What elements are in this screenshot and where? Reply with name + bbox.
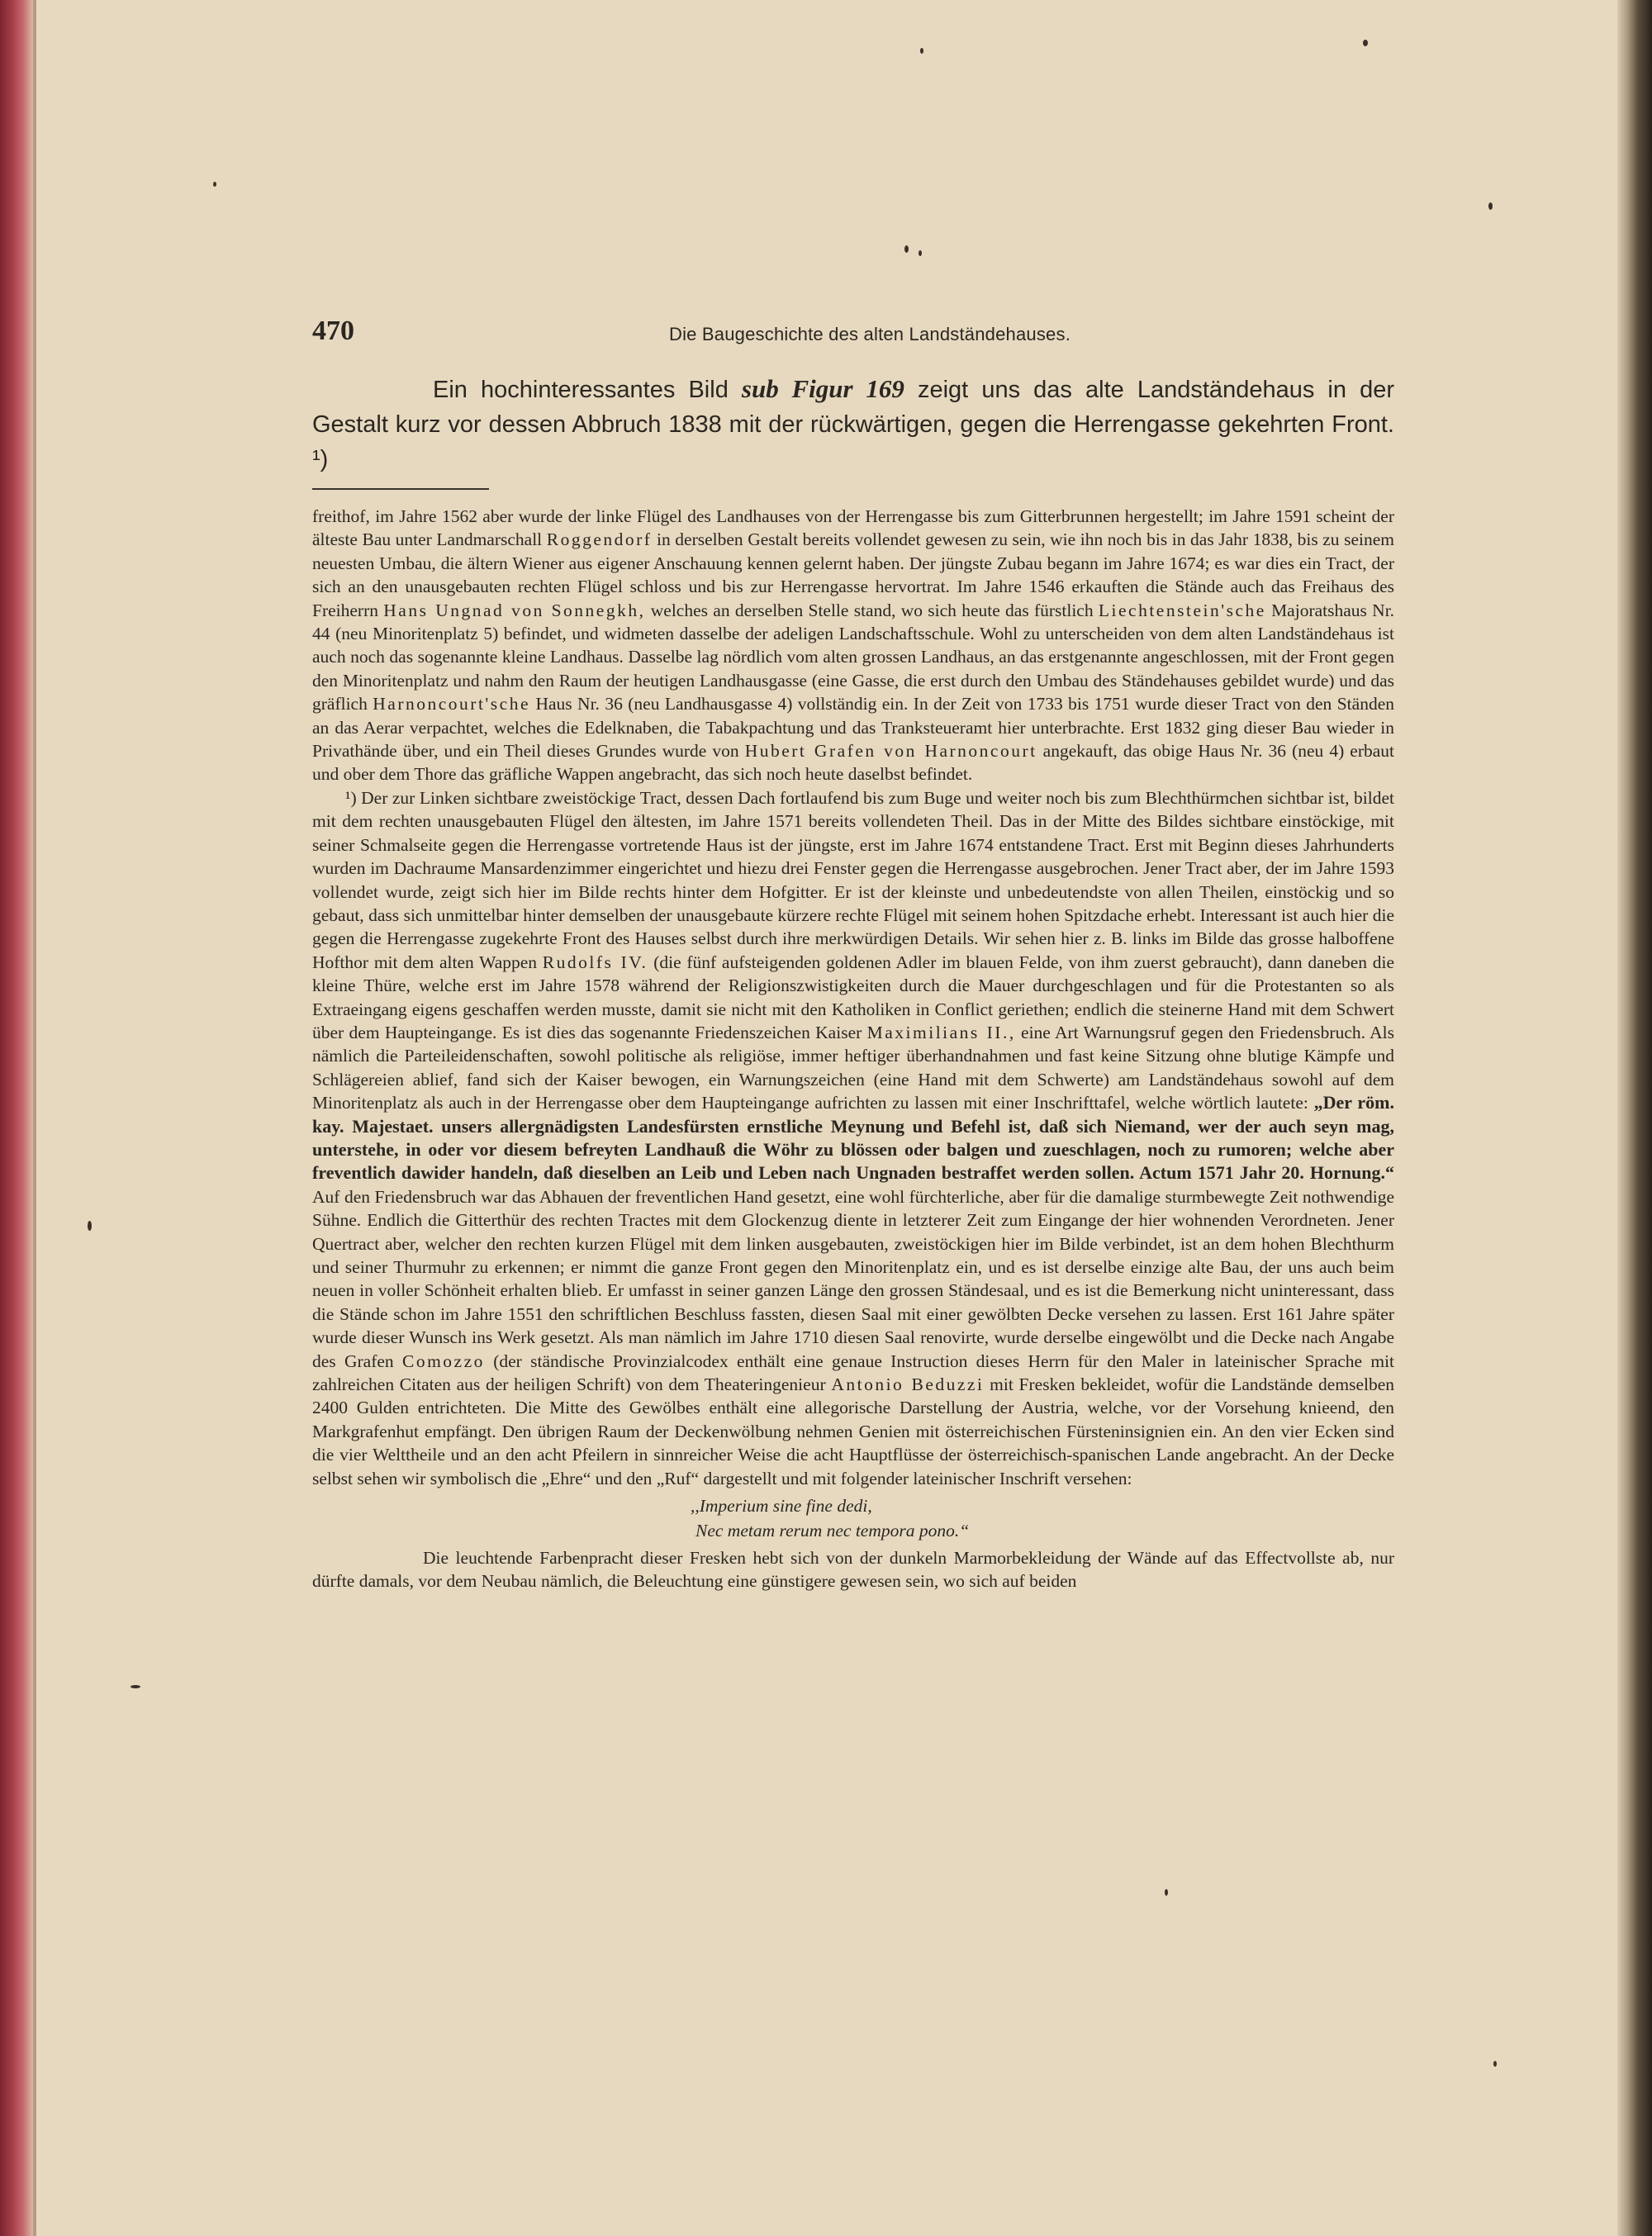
footnote-text: in derselben Gestalt bereits vollendet gewesen zu sein, wie ihn noch bis in das Jahr 1838, bis zu seinem neuesten Umbau, die ältern Wiener aus eigener Anschauung kennen gelernt haben. Der jüngste Zubau begann im Jahre 1674; es war dies ein Tract, der sich an den unausgebauten rechten Flügel schloss und bis zur Herrengasse hervortrat. Im Jahre 1546 erkauften die Stände auch das Freihaus des Freiherrn bbox=[312, 529, 1394, 620]
scan-speck bbox=[1488, 202, 1493, 210]
footnote-final-paragraph bbox=[312, 1546, 1394, 1593]
page-gutter-edge bbox=[33, 0, 36, 2236]
footnote-text: Die leuchtende Farbenpracht dieser Fresken hebt sich von der dunkeln Marmorbekleidung der Wände auf das Effectvollste ab, nur dürfte damals, vor dem Neubau nämlich, die Beleuchtung eine günstigere gewesen sein, wo sich auf beiden bbox=[312, 1548, 1394, 1592]
scan-speck bbox=[920, 48, 923, 54]
latin-inscription bbox=[312, 1493, 1394, 1543]
footnote-text: freithof, im Jahre 1562 aber wurde der linke Flügel des Landhauses von der Herrengasse bis zum Gitterbrunnen hergestellt; im Jahre 1591 scheint der älteste Bau unter Landmarschall bbox=[312, 506, 1394, 550]
page-content bbox=[312, 314, 1394, 1593]
page-number: 470 bbox=[312, 316, 354, 346]
page-right-edge-shadow bbox=[1617, 0, 1652, 2236]
page-header bbox=[312, 314, 1394, 355]
latin-verse-line: ,,Imperium sine fine dedi, bbox=[691, 1496, 872, 1517]
intro-text-before: Ein hochinteressantes Bild bbox=[433, 377, 729, 403]
person-name: Comozzo bbox=[401, 1351, 485, 1371]
intro-paragraph bbox=[312, 372, 1394, 477]
scan-speck bbox=[213, 182, 216, 187]
footnote-continued bbox=[312, 505, 1394, 786]
scan-speck bbox=[1363, 40, 1368, 46]
footnote-text: welches an derselben Stelle stand, wo sich heute das fürstlich bbox=[650, 600, 1094, 620]
person-name: Hans Ungnad von Sonnegkh, bbox=[383, 600, 646, 620]
intro-text-after: zeigt uns das alte Landständehaus in der Gestalt kurz vor dessen Abbruch 1838 mit der rückwärtigen, gegen die Herrengasse gekehrten Front. ¹) bbox=[312, 377, 1394, 472]
scan-speck bbox=[88, 1221, 92, 1231]
inscription-quote: „Der röm. kay. Majestaet. unsers allergnädigsten Landesfürsten ernstliche Meynung und Befehl ist, daß sich Niemand, wer der auch seyn mag, unterstehe, in oder vor diesem befreyten Landhauß die Wöhr zu blössen oder balgen und zueschlagen, noch zu rumoren; welche aber freventlich dawider handeln, daß dieselben an Leib und Leben nach Ungnaden bestraffet werden sollen. Actum 1571 Jahr 20. Hornung.“ bbox=[312, 1092, 1395, 1184]
running-title: Die Baugeschichte des alten Landständehauses. bbox=[669, 324, 1071, 344]
footnote-text: eine Art Warnungsruf gegen den Friedensbruch. Als nämlich die Parteileidenschaften, sowohl politische als religiöse, immer heftiger überhandnahmen und fast keine Sitzung ohne blutige Kämpfe und Schlägereien ablief, fand sich der Kaiser bewogen, ein Warnungszeichen (eine Hand mit dem Schwerte) am Landständehaus sowohl auf dem Minoritenplatz als auch in der Herrengasse ober dem Haupteingange aufrichten zu lassen mit einer Inschrifttafel, welche wörtlich lautete: bbox=[312, 1022, 1395, 1113]
footnote-text: Auf den Friedensbruch war das Abhauen der freventlichen Hand gesetzt, eine wohl fürchterliche, aber für die damalige sturmbewegte Zeit nothwendige Sühne. Endlich die Gitterthür des rechten Tractes mit dem Glockenzug diente in letzterer Zeit zum Eingange der hier wohnenden Verordneten. Jener Quertract aber, welcher den rechten kurzen Flügel mit dem linken ausgebauten, zweistöckigen hier im Bilde verbindet, ist an dem hohen Blechthurm und seiner Thurmuhr zu erkennen; er nimmt die ganze Front gegen den Minoritenplatz ein, und es ist derselbe einzige alte Bau, der uns auch beim neuen in voller Schönheit erhalten blieb. Er umfasst in seiner ganzen Länge den grossen Ständesaal, und es ist die Bemerkung nicht uninteressant, dass die Stände schon im Jahre 1551 den schriftlichen Beschluss fassten, diesen Saal mit einer gewölbten Decke versehen zu lassen. Erst 161 Jahre später wurde dieser Wunsch ins Werk gesetzt. Als man nämlich im Jahre 1710 diesen Saal renovirte, wurde derselbe eingewölbt und die Decke nach Angabe des Grafen bbox=[312, 1186, 1394, 1371]
footnote-text: (die fünf aufsteigenden goldenen Adler im blauen Felde, von ihm zuerst gebraucht), dann daneben die kleine Thüre, welche erst im Jahre 1578 während der Religionszwistigkeiten durch die Mauer durchgeschlagen und für die Protestanten so als Extraeingang eigens geschaffen werden musste, damit sie nicht mit den Katholiken in Conflict geriethen; endlich die steinerne Hand mit dem Schwert über dem Haupteingange. Es ist dies das sogenannte Friedenszeichen Kaiser bbox=[312, 952, 1395, 1042]
latin-verse-line: Nec metam rerum nec tempora pono.“ bbox=[695, 1521, 970, 1541]
footnote-text: Majoratshaus Nr. 44 (neu Minoritenplatz 5) befindet, und widmeten dasselbe der adeligen Landschaftsschule. Wohl zu unterscheiden von dem alten Landständehaus ist auch noch das sogenannte kleine Landhaus. Dasselbe lag nördlich vom alten grossen Landhaus, an das erstgenannte angeschlossen, mit der Front gegen den Minoritenplatz und nahm den Raum der heutigen Landhausgasse (eine Gasse, die erst durch den Umbau des Ständehauses gebildet wurde) und das gräflich bbox=[312, 600, 1395, 714]
scan-speck bbox=[919, 250, 922, 256]
book-spine-binding bbox=[0, 0, 33, 2236]
figure-reference: sub Figur 169 bbox=[741, 374, 904, 403]
footnote-separator bbox=[312, 488, 489, 490]
person-name: Maximilians II., bbox=[866, 1022, 1016, 1042]
person-name: Hubert Grafen von Harnoncourt bbox=[744, 741, 1037, 762]
person-name: Roggendorf bbox=[546, 529, 653, 550]
scan-speck bbox=[131, 1685, 140, 1688]
person-name: Harnoncourt'sche bbox=[373, 694, 531, 714]
person-name: Liechtenstein'sche bbox=[1098, 600, 1266, 620]
footnote-1 bbox=[312, 786, 1394, 1490]
footnote-text: mit Fresken bekleidet, wofür die Landstände demselben 2400 Gulden entrichteten. Die Mitte des Gewölbes enthält eine allegorische Darstellung der Austria, welche, vor der Vorsehung knieend, den Markgrafenhut empfängt. Den übrigen Raum der Deckenwölbung nehmen Genien mit österreichischen Fürsteninsignien ein. An den vier Ecken sind die vier Welttheile und an den acht Pfeilern in sinnreicher Weise die acht Hauptflüsse der österreichisch-spanischen Lande angebracht. An der Decke selbst sehen wir symbolisch die „Ehre“ und den „Ruf“ dargestellt und mit folgender lateinischer Inschrift versehen: bbox=[312, 1374, 1394, 1488]
footnote-text: (der ständische Provinzialcodex enthält eine genaue Instruction dieses Herrn für den Maler in lateinischer Sprache mit zahlreichen Citaten aus der heiligen Schrift) von dem Theateringenieur bbox=[312, 1351, 1395, 1395]
person-name: Antonio Beduzzi bbox=[831, 1374, 985, 1395]
footnote-text: Haus Nr. 36 (neu Landhausgasse 4) vollständig ein. In der Zeit von 1733 bis 1751 wurde dieser Tract von den Ständen an das Aerar verpachtet, welches die Edelknaben, die Tabakpachtung und das Tranksteueramt hier unterbrachte. Erst 1832 ging dieser Bau wieder in Privathände über, und ein Theil dieses Grundes wurde von bbox=[312, 694, 1394, 762]
footnote-text: ¹) Der zur Linken sichtbare zweistöckige Tract, dessen Dach fortlaufend bis zum Buge und weiter noch bis zum Blechthürmchen sichtbar ist, bildet mit dem rechten unausgebauten Flügel den ältesten, im Jahre 1571 bereits vollendeten Theil. Das in der Mitte des Bildes sichtbare einstöckige, mit seiner Schmalseite gegen die Herrengasse vortretende Haus ist der jüngste, erst im Jahre 1674 entstandene Tract. Erst mit Beginn dieses Jahrhunderts wurden im Dachraume Mansardenzimmer eingerichtet und hiezu drei Fenster gegen die Herrengasse ausgebrochen. Jener Tract aber, der im Jahre 1593 vollendet wurde, zeigt sich hier im Bilde rechts hinter dem Hofgitter. Er ist der kleinste und unbedeutendste von allen Theilen, einstöckig und so gebaut, dass sich unmittelbar hinter demselben der unausgebaute kürzere rechte Flügel mit seinem hohen Spitzdache erhebt. Interessant ist auch hier die gegen die Herrengasse zugekehrte Front des Hauses selbst durch ihre merkwürdigen Details. Wir sehen hier z. B. links im Bilde das grosse halboffene Hofthor mit dem alten Wappen bbox=[312, 787, 1394, 972]
scan-speck bbox=[1493, 2061, 1497, 2067]
person-name: Rudolfs IV. bbox=[542, 952, 648, 972]
footnote-text: angekauft, das obige Haus Nr. 36 (neu 4) erbaut und ober dem Thore das gräfliche Wappen angebracht, das sich noch heute daselbst befindet. bbox=[312, 741, 1394, 785]
scan-speck bbox=[1165, 1889, 1168, 1896]
scan-speck bbox=[904, 245, 909, 253]
